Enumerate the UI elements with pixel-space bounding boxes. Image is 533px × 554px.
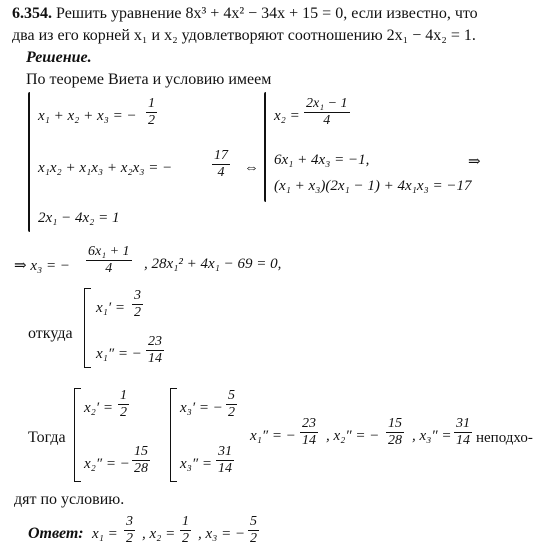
system1-eq1-num: 1 <box>148 96 155 111</box>
then-a2-den: 28 <box>134 461 148 476</box>
then-tail-2: дят по условию. <box>14 491 125 508</box>
then-c1-num: 23 <box>302 416 316 431</box>
then-c2-frac <box>386 416 404 449</box>
then-b2-den: 14 <box>218 461 232 476</box>
then-a1-num: 1 <box>120 388 127 403</box>
roots1-r2: x₁″ = − <box>96 346 142 362</box>
system1-eq3: 2x₁ − 4x₂ = 1 <box>38 210 120 226</box>
roots1-r2-den: 14 <box>148 351 162 366</box>
system1-eq2: x₁x₂ + x₁x₃ + x₂x₃ = − <box>38 160 173 176</box>
step2-den: 4 <box>105 261 113 276</box>
answer-x3-num: 5 <box>250 514 257 529</box>
system1-eq1-frac <box>146 96 157 129</box>
step2-frac <box>86 244 132 277</box>
system1-brace <box>28 92 30 232</box>
then-c3: , x₃″ = <box>412 428 452 444</box>
step2-num: 6x₁ + 1 <box>88 244 130 259</box>
then-c3-den: 14 <box>456 433 470 448</box>
then-c1-frac <box>300 416 318 449</box>
solution-heading: Решение. <box>26 49 92 66</box>
problem-line-1 <box>12 4 478 24</box>
system2-eq1-frac <box>304 96 350 129</box>
roots1-r2-num: 23 <box>148 334 162 349</box>
answer-x1-frac <box>124 514 135 547</box>
then-a1-frac <box>118 388 129 421</box>
then-b2-num: 31 <box>218 444 232 459</box>
system2-eq2: 6x₁ + 4x₃ = −1, <box>274 152 370 168</box>
answer-x1-num: 3 <box>126 514 133 529</box>
roots1-r1-num: 3 <box>134 288 141 303</box>
step2-lead: ⇒ x₃ = − <box>14 258 70 274</box>
then-c2: , x₂″ = − <box>326 428 380 444</box>
then-bracket-2 <box>170 388 177 482</box>
answer-x2-num: 1 <box>182 514 189 529</box>
system2-eq1-den: 4 <box>323 113 331 128</box>
equiv-sign: ⇔ <box>244 160 259 176</box>
then-c3-frac <box>454 416 472 449</box>
then-b2-frac <box>216 444 234 477</box>
then-a2: x₂″ = − <box>84 456 130 472</box>
answer-x2-den: 2 <box>182 531 189 546</box>
then-a2-frac <box>132 444 150 477</box>
then-c1-den: 14 <box>302 433 316 448</box>
then-c2-den: 28 <box>388 433 402 448</box>
system1-eq1-den: 2 <box>148 113 155 128</box>
roots1-label: откуда <box>28 325 73 342</box>
system2-eq1-num: 2x₁ − 1 <box>306 96 348 111</box>
problem-number: 6.354. <box>12 5 52 22</box>
roots1-r1-den: 2 <box>134 305 141 320</box>
then-b1-den: 2 <box>228 405 235 420</box>
solution-intro: По теореме Виета и условию имеем <box>26 71 272 88</box>
roots1-bracket <box>84 288 91 368</box>
then-c2-num: 15 <box>388 416 402 431</box>
implies-sign: ⇒ <box>468 154 481 170</box>
then-a1: x₂′ = <box>84 400 114 416</box>
system2-eq1: x₂ = <box>274 108 300 124</box>
step2-rest: , 28x₁² + 4x₁ − 69 = 0, <box>144 256 282 272</box>
system1-eq2-frac <box>212 148 230 181</box>
problem-line-2: два из его корней x₁ и x₂ удовлетворяют соотношению 2x₁ − 4x₂ = 1. <box>12 27 476 44</box>
then-a2-num: 15 <box>134 444 148 459</box>
system2-eq3: (x₁ + x₃)(2x₁ − 1) + 4x₁x₃ = −17 <box>274 178 472 194</box>
system1-eq1: x₁ + x₂ + x₃ = − <box>38 108 137 124</box>
then-label: Тогда <box>28 429 66 446</box>
then-b1-frac <box>226 388 237 421</box>
system2-brace <box>264 92 266 202</box>
then-b2: x₃″ = <box>180 456 212 472</box>
answer-x3-frac <box>248 514 259 547</box>
answer-x2-frac <box>180 514 191 547</box>
answer-x1-den: 2 <box>126 531 133 546</box>
system1-eq2-num: 17 <box>214 148 228 163</box>
answer-x3-den: 2 <box>250 531 257 546</box>
then-b1: x₃′ = − <box>180 400 223 416</box>
answer-label: Ответ: <box>28 525 84 542</box>
problem-text-1: Решить уравнение 8x³ + 4x² − 34x + 15 = 0, если известно, что <box>56 5 478 22</box>
roots1-r1: x₁′ = <box>96 300 126 316</box>
system1-eq2-den: 4 <box>217 165 225 180</box>
roots1-r2-frac <box>146 334 164 367</box>
then-bracket-1 <box>74 388 81 482</box>
answer-x3: , x₃ = − <box>198 526 246 542</box>
then-b1-num: 5 <box>228 388 235 403</box>
answer-x1: x₁ = <box>92 526 118 542</box>
then-c3-num: 31 <box>456 416 470 431</box>
then-tail: неподхо- <box>476 430 533 446</box>
roots1-r1-frac <box>132 288 143 321</box>
then-c1: x₁″ = − <box>250 428 296 444</box>
then-a1-den: 2 <box>120 405 127 420</box>
answer-x2: , x₂ = <box>142 526 176 542</box>
